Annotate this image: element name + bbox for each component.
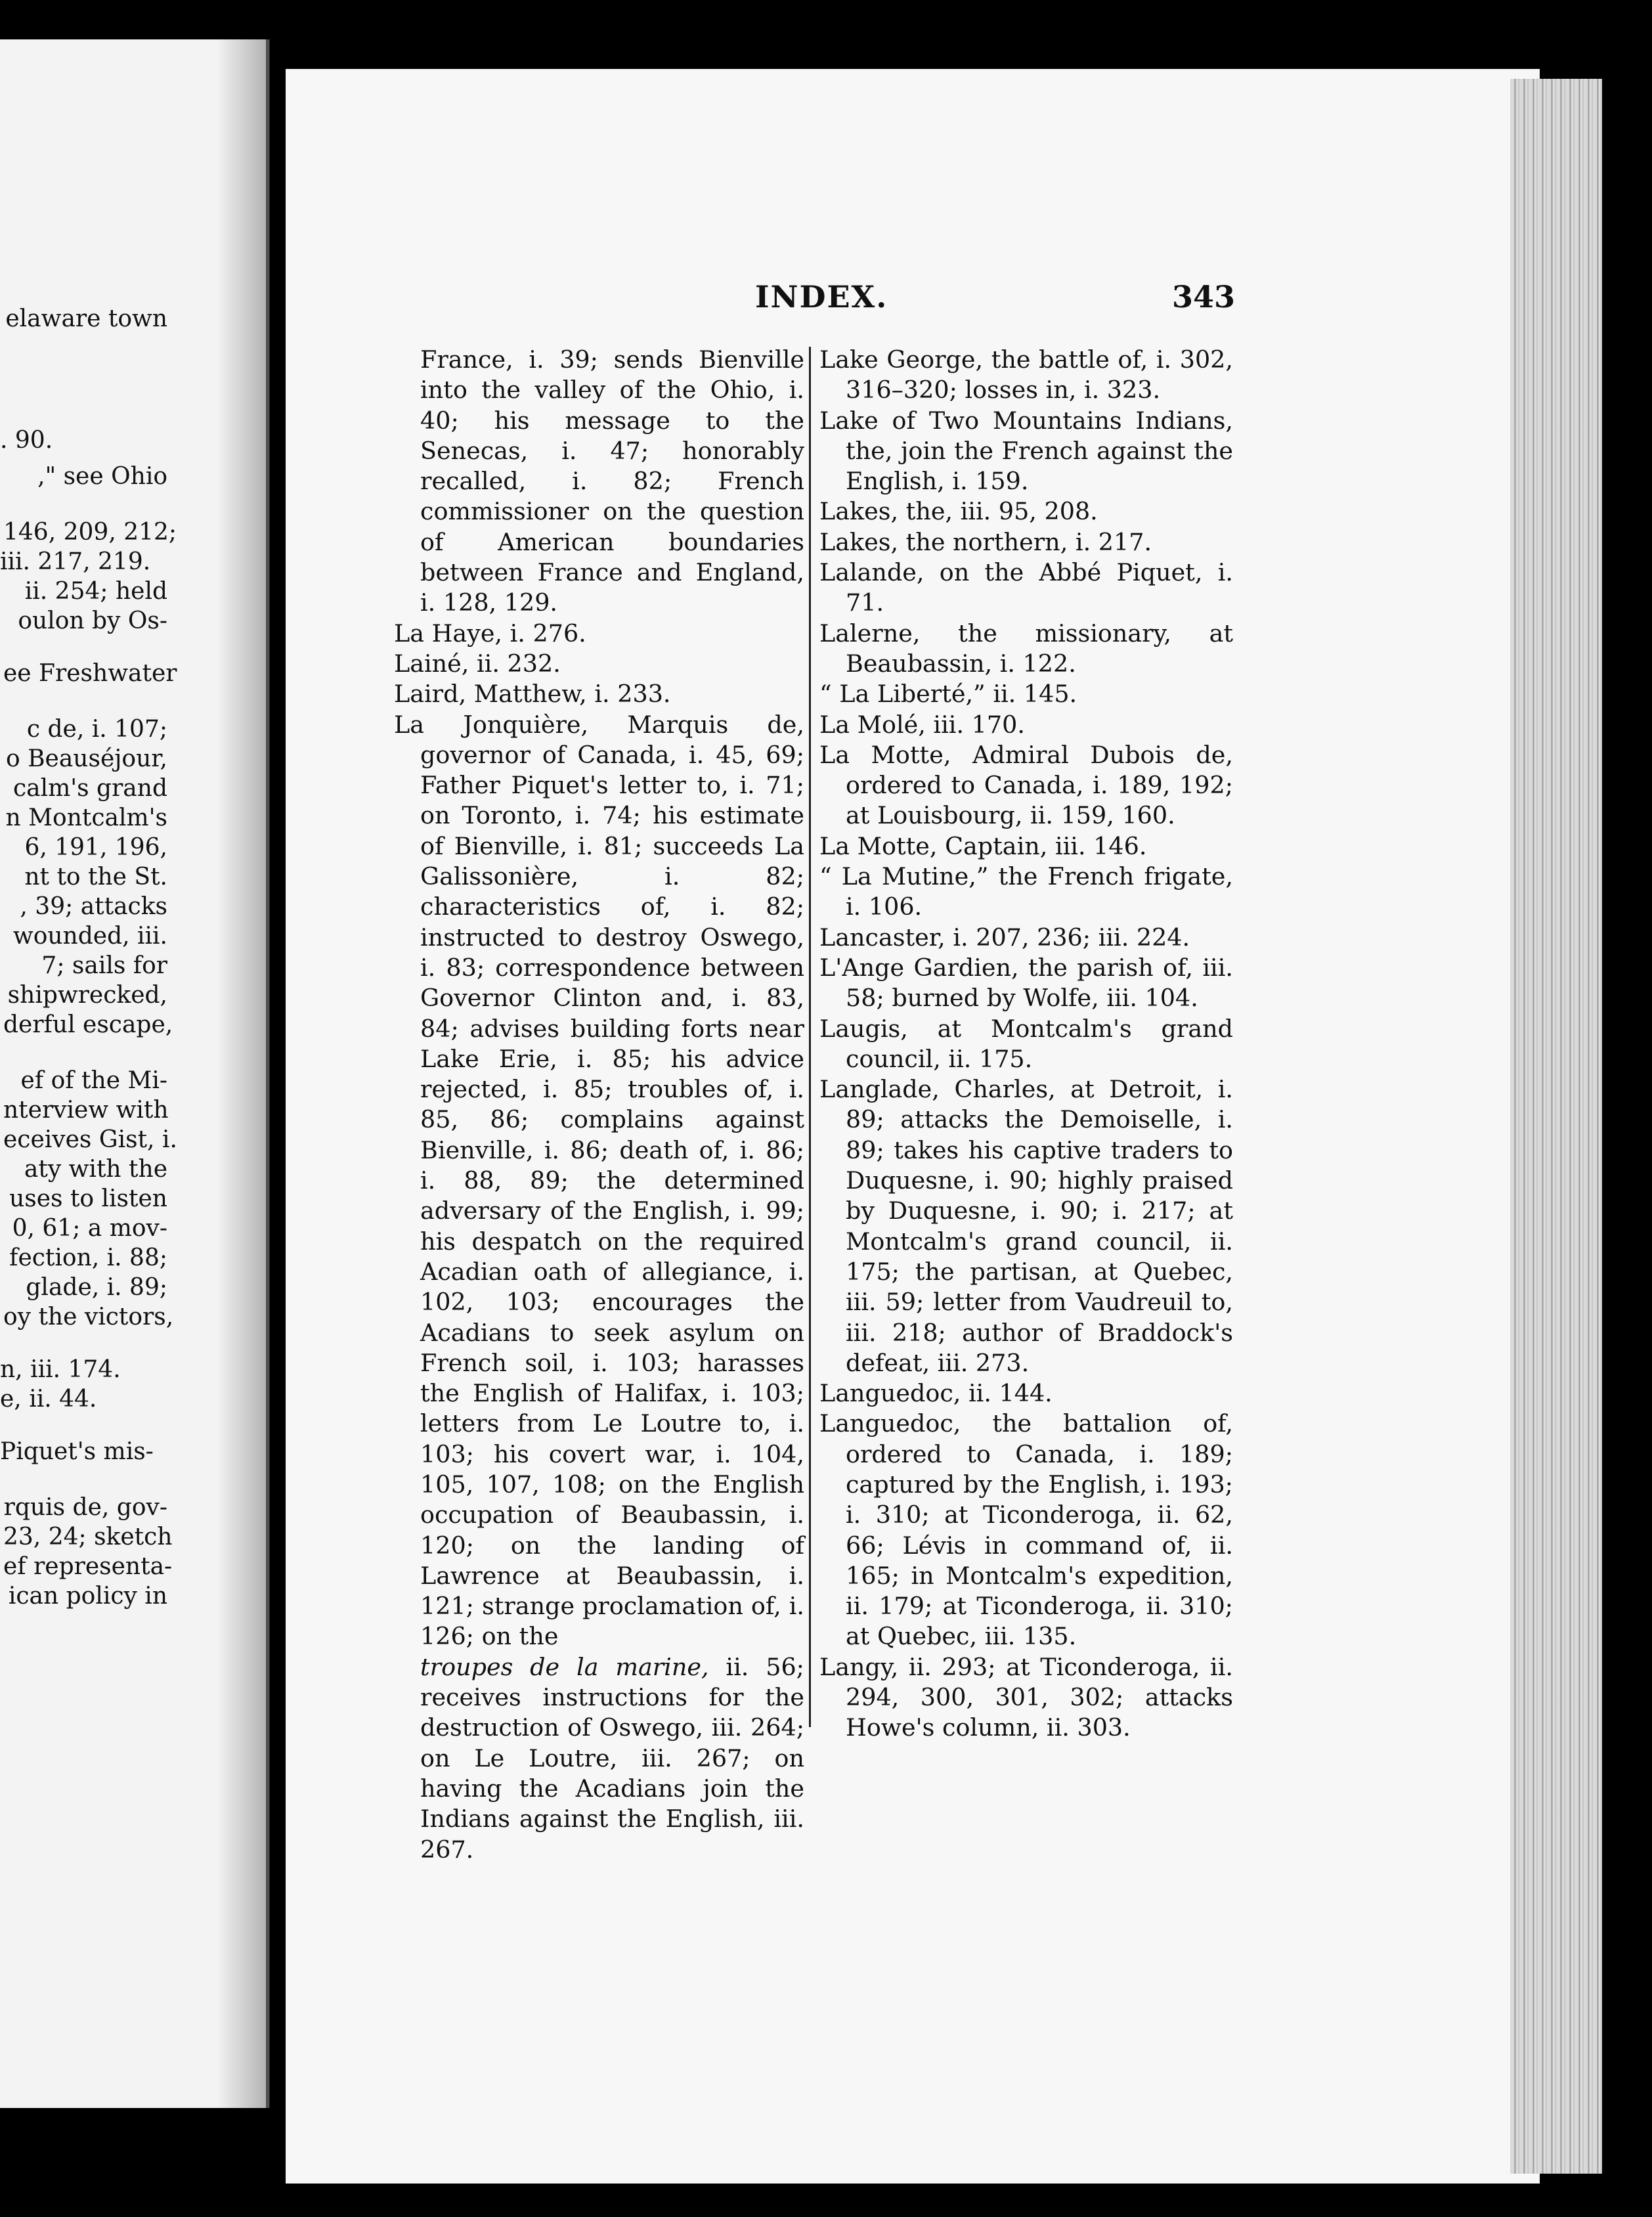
index-entry: L'Ange Gardien, the parish of, iii. 58; burned by Wolfe, iii. 104.	[819, 953, 1233, 1013]
left-page-line: uses to listen	[9, 1185, 167, 1212]
index-entry: Languedoc, ii. 144.	[819, 1379, 1053, 1408]
left-page-line: ef representa-	[3, 1553, 173, 1580]
running-head: INDEX.	[755, 279, 888, 315]
left-page-line: fection, i. 88;	[9, 1244, 167, 1271]
left-page-line: ii. 254; held	[24, 578, 167, 605]
index-column-right	[819, 345, 1233, 1744]
index-entry: La Motte, Captain, iii. 146.	[819, 831, 1147, 860]
index-entry: La Haye, i. 276.	[394, 619, 586, 648]
left-page-line: aty with the	[24, 1156, 167, 1183]
left-page-line: derful escape,	[3, 1011, 173, 1038]
left-page-line: , 39; attacks	[20, 893, 167, 920]
index-entry: Lakes, the, iii. 95, 208.	[819, 497, 1098, 526]
left-page-line: oulon by Os-	[18, 607, 167, 634]
index-entry: Languedoc, the battalion of, ordered to Canada, i. 189; captured by the English, i. 193; i. 310; at Ticonderoga, ii. 62, 66; Lévis in command of, ii. 165; in Montcalm's expedition, ii. 179; at Ticonderoga, ii. 310; at Quebec, iii. 135.	[819, 1409, 1233, 1651]
page-number: 343	[1172, 279, 1236, 315]
left-page-line: ican policy in	[8, 1583, 167, 1610]
left-page-line: c de, i. 107;	[26, 716, 167, 743]
index-entry: La Molé, iii. 170.	[819, 710, 1025, 739]
index-entry: La Jonquière, Marquis de, governor of Canada, i. 45, 69; Father Piquet's letter to, i. 71; on Toronto, i. 74; his estimate of Bienville, i. 81; succeeds La Galissonière, i. 82; characteristics of, i. 82; instructed to destroy Oswego, i. 83; correspondence between Governor Clinton and, i. 83, 84; advises building forts near Lake Erie, i. 85; his advice rejected, i. 85; troubles of, i. 85, 86; complains against Bienville, i. 86; death of, i. 86; i. 88, 89; the determined adversary of the English, i. 99; his despatch on the required Acadian oath of allegiance, i. 102, 103; encourages the Acadians to seek asylum on French soil, i. 103; harasses the English of Halifax, i. 103; letters from Le Loutre to, i. 103; his covert war, i. 104, 105, 107, 108; on the English occupation of Beaubassin, i. 120; on the landing of Lawrence at Beaubassin, i. 121; strange proclamation of, i. 126; on the	[394, 710, 804, 1651]
left-page-line: . 90.	[0, 427, 53, 454]
left-page-line: wounded, iii.	[12, 923, 167, 950]
column-rule	[809, 347, 811, 1727]
index-entry: Langy, ii. 293; at Ticonderoga, ii. 294, 300, 301, 302; attacks Howe's column, ii. 303.	[819, 1652, 1233, 1742]
index-entry: La Motte, Admiral Dubois de, ordered to Canada, i. 189, 192; at Louisbourg, ii. 159, 160.	[819, 740, 1233, 830]
left-page-line: iii. 217, 219.	[0, 548, 151, 575]
index-entry: Lalerne, the missionary, at Beaubassin, i. 122.	[819, 619, 1233, 678]
left-page-line: ef of the Mi-	[20, 1067, 167, 1094]
index-entry: “ La Mutine,” the French frigate, i. 106.	[819, 862, 1233, 921]
entry-text: ii. 56; receives instructions for the destruction of Oswego, iii. 264; on Le Loutre, iii. 267; on having the Acadians join the Indians against the English, iii. 267.	[420, 1652, 804, 1864]
left-page-line: 6, 191, 196,	[24, 834, 167, 861]
index-column-left	[394, 345, 804, 1865]
entry-italic-text: troupes de la marine,	[420, 1652, 709, 1681]
left-page-line: nterview with	[3, 1097, 169, 1124]
left-page-line: e, ii. 44.	[0, 1386, 97, 1413]
left-page-line: 23, 24; sketch	[3, 1524, 173, 1550]
left-page-line: glade, i. 89;	[26, 1274, 167, 1301]
index-entry: Laird, Matthew, i. 233.	[394, 680, 671, 709]
left-page-line: o Beauséjour,	[5, 745, 167, 772]
index-entry	[394, 1652, 804, 1865]
left-page-line: nt to the St.	[24, 864, 167, 890]
left-page-line: calm's grand	[12, 775, 167, 802]
left-page-line: elaware town	[5, 305, 167, 332]
index-entry: Lake George, the battle of, i. 302, 316–320; losses in, i. 323.	[819, 345, 1233, 405]
left-page-line: n, iii. 174.	[0, 1356, 121, 1383]
left-page-line: shipwrecked,	[7, 982, 167, 1009]
index-entry: Lakes, the northern, i. 217.	[819, 527, 1152, 556]
page-edges	[1510, 79, 1602, 2174]
index-entry: Laugis, at Montcalm's grand council, ii. 175.	[819, 1014, 1233, 1073]
left-page-line: n Montcalm's	[5, 804, 167, 831]
left-page-line: rquis de, gov-	[3, 1494, 167, 1521]
gutter-shadow	[217, 39, 269, 2108]
left-page-line: ," see Ohio	[37, 463, 167, 490]
left-page-line: 7; sails for	[41, 952, 167, 979]
index-entry: Lalande, on the Abbé Piquet, i. 71.	[819, 558, 1233, 617]
index-entry: Langlade, Charles, at Detroit, i. 89; attacks the Demoiselle, i. 89; takes his captive traders to Duquesne, i. 90; highly praised by Duquesne, i. 90; i. 217; at Montcalm's grand council, ii. 175; the partisan, at Quebec, iii. 59; letter from Vaudreuil to, iii. 218; author of Braddock's defeat, iii. 273.	[819, 1075, 1233, 1377]
index-entry: Lake of Two Mountains Indians, the, join the French against the English, i. 159.	[819, 406, 1233, 496]
left-page-line: 0, 61; a mov-	[12, 1215, 167, 1242]
left-page-line: eceives Gist, i.	[3, 1126, 177, 1153]
index-entry: Lainé, ii. 232.	[394, 649, 561, 678]
left-page-line: 146, 209, 212;	[3, 519, 177, 546]
index-entry: Lancaster, i. 207, 236; iii. 224.	[819, 923, 1190, 952]
left-page-line: oy the victors,	[3, 1304, 174, 1330]
left-page-line: ee Freshwater	[3, 660, 177, 687]
index-entry: France, i. 39; sends Bienville into the valley of the Ohio, i. 40; his message to the Senecas, i. 47; honorably recalled, i. 82; French commissioner on the question of American boundaries between France and England, i. 128, 129.	[420, 345, 804, 617]
index-entry: “ La Liberté,” ii. 145.	[819, 680, 1077, 709]
left-page-line: Piquet's mis-	[0, 1438, 154, 1465]
